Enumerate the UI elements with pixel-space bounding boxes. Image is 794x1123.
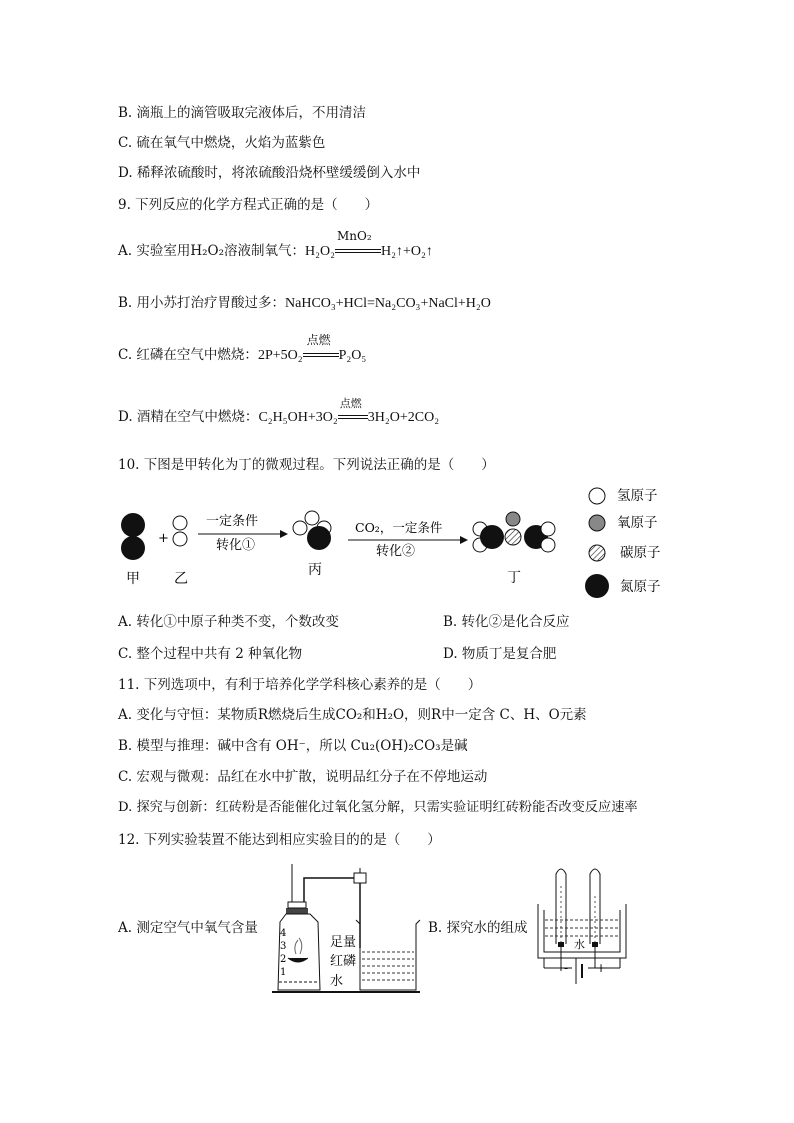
q9-d-eq-right: 3H₂O+2CO₂ — [367, 410, 440, 425]
step2-label: 转化② — [376, 544, 416, 559]
q9-a-label: A. 实验室用H₂O₂溶液制氧气： — [118, 243, 305, 259]
label-red-phosphorus: 红磷 — [330, 954, 357, 969]
legend-carbon: 碳原子 — [620, 545, 661, 561]
molecule-jia — [121, 513, 145, 560]
label-jia: 甲 — [126, 571, 140, 587]
q9-option-a — [118, 228, 433, 261]
q9-d-eq-left: C₂H₅OH+3O₂ — [258, 410, 338, 425]
step2-condition: CO₂，一定条件 — [355, 520, 443, 535]
positive-terminal: + — [596, 961, 607, 975]
q12-option-a: A. 测定空气中氧气含量 — [118, 920, 258, 936]
molecule-ding — [473, 512, 555, 552]
q10-option-d: D. 物质丁是复合肥 — [443, 646, 557, 662]
q9-a-eq-right: H₂↑+O₂↑ — [380, 244, 433, 259]
legend-hydrogen: 氢原子 — [617, 488, 658, 504]
scale-2: 2 — [280, 954, 287, 965]
q8-option-b: B. 滴瓶上的滴管吸取完液体后，不用清洁 — [118, 105, 367, 121]
q10-diagram — [110, 482, 680, 602]
q9-a-condition: MnO₂ — [336, 228, 372, 243]
q9-c-eq-left: 2P+5O₂ — [257, 348, 303, 363]
q8-option-d: D. 稀释浓硫酸时，将浓硫酸沿烧杯壁缓缓倒入水中 — [118, 165, 421, 181]
label-water-b: 水 — [574, 938, 585, 951]
q11-option-c: C. 宏观与微观：品红在水中扩散，说明品红分子在不停地运动 — [118, 769, 488, 785]
step1-condition: 一定条件 — [206, 514, 259, 529]
label-ding: 丁 — [507, 570, 521, 586]
scale-1: 1 — [280, 967, 287, 978]
q9-d-label: D. 酒精在空气中燃烧： — [118, 409, 259, 425]
q12-option-b: B. 探究水的组成 — [428, 920, 528, 936]
q11-option-a: A. 变化与守恒：某物质R燃烧后生成CO₂和H₂O，则R中一定含 C、H、O元素 — [118, 707, 587, 723]
legend-nitrogen: 氮原子 — [620, 579, 661, 595]
q9-b-label: B. 用小苏打治疗胃酸过多： — [118, 295, 286, 311]
molecule-yi — [173, 516, 187, 546]
q10-question: 10. 下图是甲转化为丁的微观过程。下列说法正确的是（ ） — [118, 457, 495, 473]
q10-option-b: B. 转化②是化合反应 — [443, 614, 570, 630]
molecule-bing — [293, 511, 331, 550]
q12-question: 12. 下列实验装置不能达到相应实验目的的是（ ） — [118, 832, 441, 848]
q11-question: 11. 下列选项中，有利于培养化学学科核心素养的是（ ） — [118, 677, 482, 693]
q9-question: 9. 下列反应的化学方程式正确的是（ ） — [118, 197, 379, 213]
scale-3: 3 — [280, 941, 287, 952]
label-yi: 乙 — [174, 571, 188, 587]
q9-c-eq-right: P₂O₅ — [338, 348, 367, 363]
q9-b-eq: NaHCO₃+HCl=Na₂CO₃+NaCl+H₂O — [285, 296, 491, 311]
negative-terminal: - — [564, 961, 569, 975]
label-enough: 足量 — [330, 935, 357, 950]
q9-option-b — [118, 294, 491, 313]
step1-label: 转化① — [216, 538, 256, 553]
q10-option-a: A. 转化①中原子种类不变，个数改变 — [118, 614, 339, 630]
label-bing: 丙 — [308, 562, 322, 578]
legend — [585, 488, 661, 598]
q9-d-condition: 点燃 — [339, 396, 362, 410]
q9-option-d — [118, 396, 440, 427]
q10-option-c: C. 整个过程中共有 2 种氧化物 — [118, 646, 303, 662]
scale-4: 4 — [280, 928, 287, 939]
legend-oxygen: 氧原子 — [617, 515, 658, 531]
q9-a-eq-left: H₂O₂ — [305, 244, 335, 259]
label-water: 水 — [330, 974, 344, 989]
plus-sign: + — [158, 531, 169, 546]
q9-c-label: C. 红磷在空气中燃烧： — [118, 347, 258, 363]
oxygen-measure-apparatus — [268, 858, 426, 998]
q9-option-c — [118, 332, 367, 365]
q8-option-c: C. 硫在氧气中燃烧，火焰为蓝紫色 — [118, 135, 326, 151]
q9-c-condition: 点燃 — [306, 332, 331, 347]
q11-option-b: B. 模型与推理：碱中含有 OH⁻，所以 Cu₂(OH)₂CO₃是碱 — [118, 738, 468, 754]
electrolysis-apparatus — [530, 862, 634, 992]
q11-option-d: D. 探究与创新：红砖粉是否能催化过氧化氢分解，只需实验证明红砖粉能否改变反应速率 — [118, 800, 638, 815]
